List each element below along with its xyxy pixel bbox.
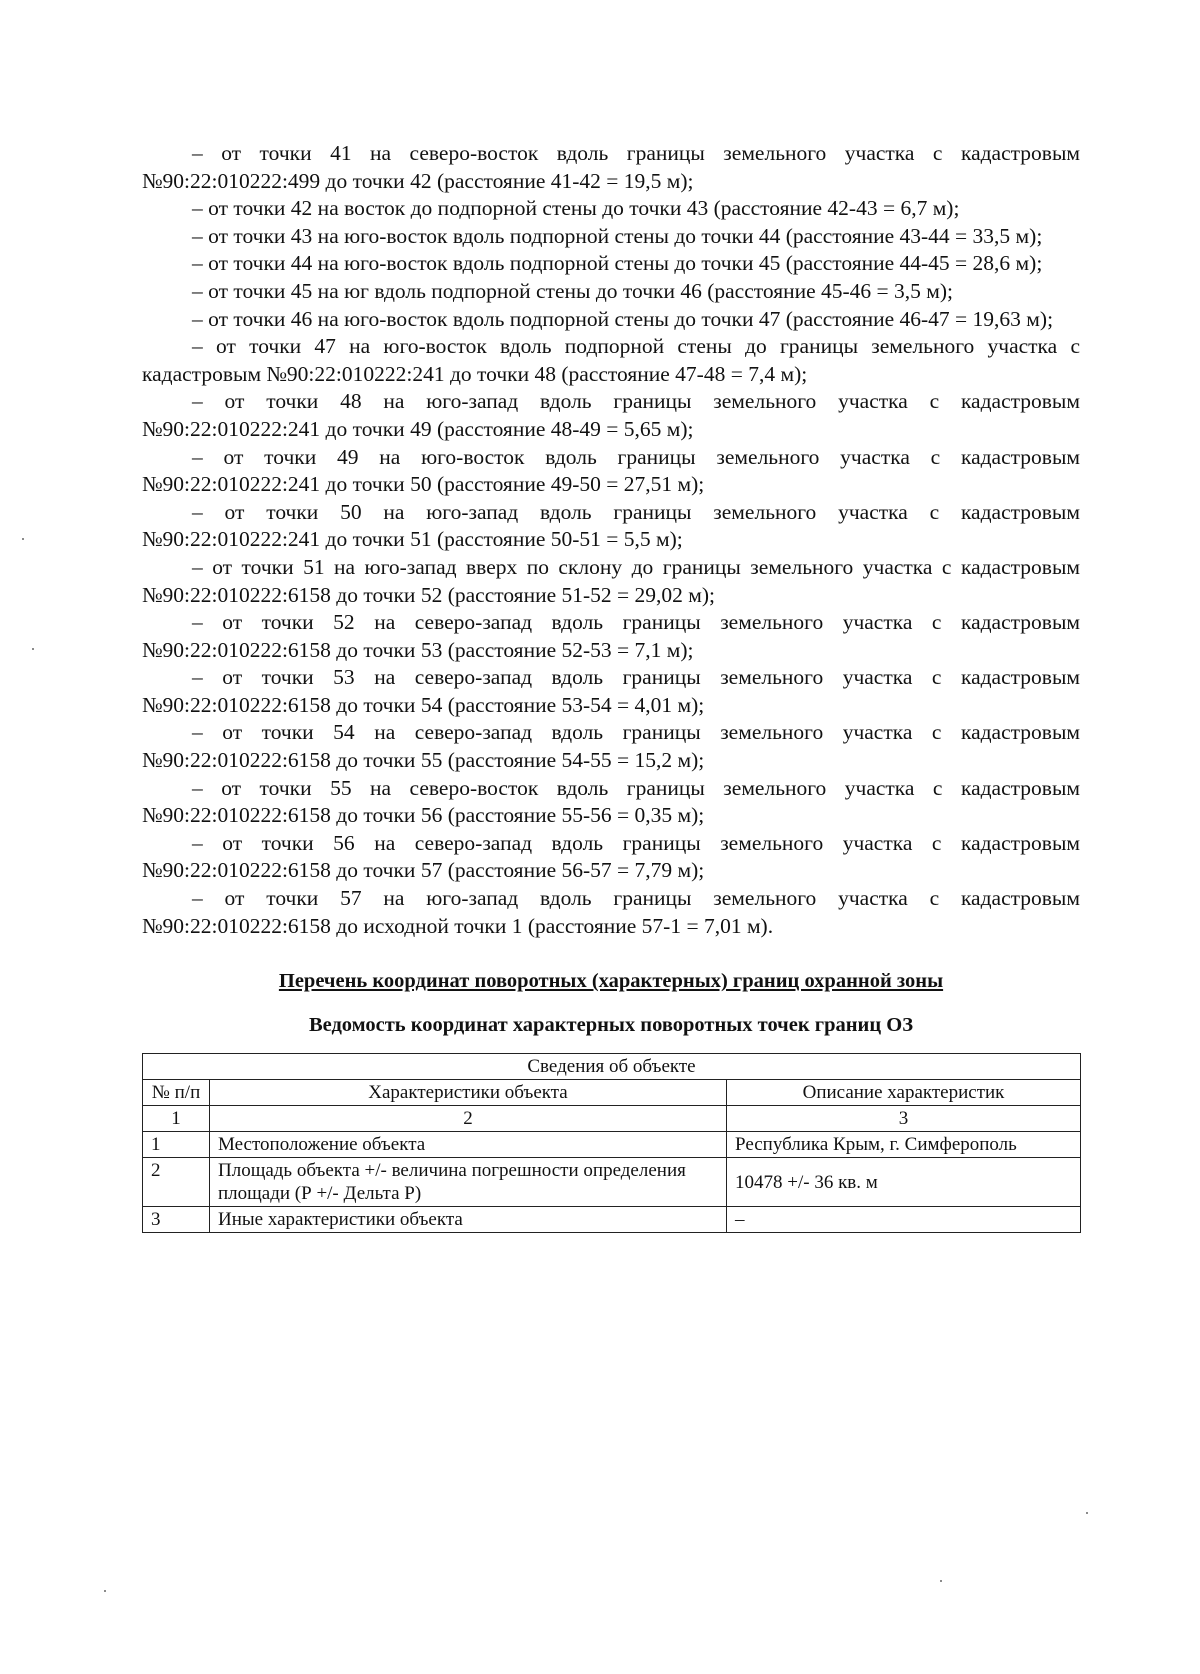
scan-speck <box>104 1590 106 1592</box>
scan-speck <box>32 648 34 650</box>
row-number: 1 <box>143 1132 210 1158</box>
paragraph: – от точки 47 на юго-восток вдоль подпорной стены до границы земельного участка с кадастровым №90:22:010222:241 до точки 48 (расстояние 47-48 = 7,4 м); <box>142 334 1080 386</box>
paragraph: – от точки 54 на северо-запад вдоль границы земельного участка с кадастровым №90:22:010222:6158 до точки 55 (расстояние 54-55 = 15,2 м); <box>142 720 1080 773</box>
row-number: 3 <box>143 1207 210 1233</box>
table-caption-row <box>143 1054 1081 1080</box>
table-row <box>143 1158 1081 1207</box>
column-number: 1 <box>143 1106 210 1132</box>
paragraph: – от точки 48 на юго-запад вдоль границы земельного участка с кадастровым №90:22:010222:241 до точки 49 (расстояние 48-49 = 5,65 м); <box>142 389 1080 441</box>
paragraph: – от точки 44 на юго-восток вдоль подпорной стены до точки 45 (расстояние 44-45 = 28,6 м); <box>192 251 1043 276</box>
section-heading: Перечень координат поворотных (характерных) границ охранной зоны <box>278 970 944 993</box>
paragraph: – от точки 51 на юго-запад вверх по склону до границы земельного участка с кадастровым №90:22:010222:6158 до точки 52 (расстояние 51-52 = 29,02 м); <box>142 554 1080 607</box>
scan-speck <box>1086 1512 1088 1514</box>
row-number: 2 <box>143 1158 210 1207</box>
scan-speck <box>940 1580 942 1582</box>
header-number: № п/п <box>143 1080 210 1106</box>
paragraph: – от точки 52 на северо-запад вдоль границы земельного участка с кадастровым №90:22:010222:6158 до точки 53 (расстояние 52-53 = 7,1 м); <box>142 610 1080 662</box>
table-row <box>143 1132 1081 1158</box>
table-header-row <box>143 1080 1081 1106</box>
header-characteristics: Характеристики объекта <box>210 1080 727 1106</box>
row-characteristic: Иные характеристики объекта <box>210 1207 727 1233</box>
column-number: 2 <box>210 1106 727 1132</box>
paragraph: – от точки 45 на юг вдоль подпорной стены до точки 46 (расстояние 45-46 = 3,5 м); <box>192 278 954 303</box>
object-info-table <box>142 1053 1081 1233</box>
paragraph: – от точки 46 на юго-восток вдоль подпорной стены до точки 47 (расстояние 46-47 = 19,63 м); <box>192 306 1054 331</box>
row-characteristic: Площадь объекта +/- величина погрешности определения площади (Р +/- Дельта Р) <box>210 1158 727 1207</box>
table-caption: Сведения об объекте <box>143 1054 1081 1080</box>
document-page <box>142 140 1080 1233</box>
column-number: 3 <box>727 1106 1081 1132</box>
table-row <box>143 1207 1081 1233</box>
paragraph: – от точки 49 на юго-восток вдоль границы земельного участка с кадастровым №90:22:010222:241 до точки 50 (расстояние 49-50 = 27,51 м); <box>142 444 1080 497</box>
column-number-row <box>143 1106 1081 1132</box>
row-characteristic: Местоположение объекта <box>210 1132 727 1158</box>
paragraph: – от точки 55 на северо-восток вдоль границы земельного участка с кадастровым №90:22:010222:6158 до точки 56 (расстояние 55-56 = 0,35 м); <box>142 775 1080 828</box>
paragraph: – от точки 57 на юго-запад вдоль границы земельного участка с кадастровым №90:22:010222:6158 до исходной точки 1 (расстояние 57-1 = 7,01 м). <box>142 886 1080 938</box>
paragraph: – от точки 53 на северо-запад вдоль границы земельного участка с кадастровым №90:22:010222:6158 до точки 54 (расстояние 53-54 = 4,01 м); <box>142 665 1080 717</box>
paragraph: – от точки 41 на северо-восток вдоль границы земельного участка с кадастровым №90:22:010222:499 до точки 42 (расстояние 41-42 = 19,5 м); <box>142 141 1080 193</box>
header-description: Описание характеристик <box>727 1080 1081 1106</box>
row-description: – <box>727 1207 1081 1233</box>
paragraph: – от точки 56 на северо-запад вдоль границы земельного участка с кадастровым №90:22:010222:6158 до точки 57 (расстояние 56-57 = 7,79 м); <box>142 830 1080 883</box>
row-description: 10478 +/- 36 кв. м <box>727 1158 1081 1207</box>
scan-speck <box>22 538 24 540</box>
paragraph: – от точки 50 на юго-запад вдоль границы земельного участка с кадастровым №90:22:010222:241 до точки 51 (расстояние 50-51 = 5,5 м); <box>142 499 1080 552</box>
paragraph: – от точки 42 на восток до подпорной стены до точки 43 (расстояние 42-43 = 6,7 м); <box>192 196 960 221</box>
paragraph: – от точки 43 на юго-восток вдоль подпорной стены до точки 44 (расстояние 43-44 = 33,5 м); <box>192 223 1043 248</box>
boundary-description <box>142 140 1080 940</box>
row-description: Республика Крым, г. Симферополь <box>727 1132 1081 1158</box>
table-title: Ведомость координат характерных поворотных точек границ ОЗ <box>308 1014 914 1037</box>
